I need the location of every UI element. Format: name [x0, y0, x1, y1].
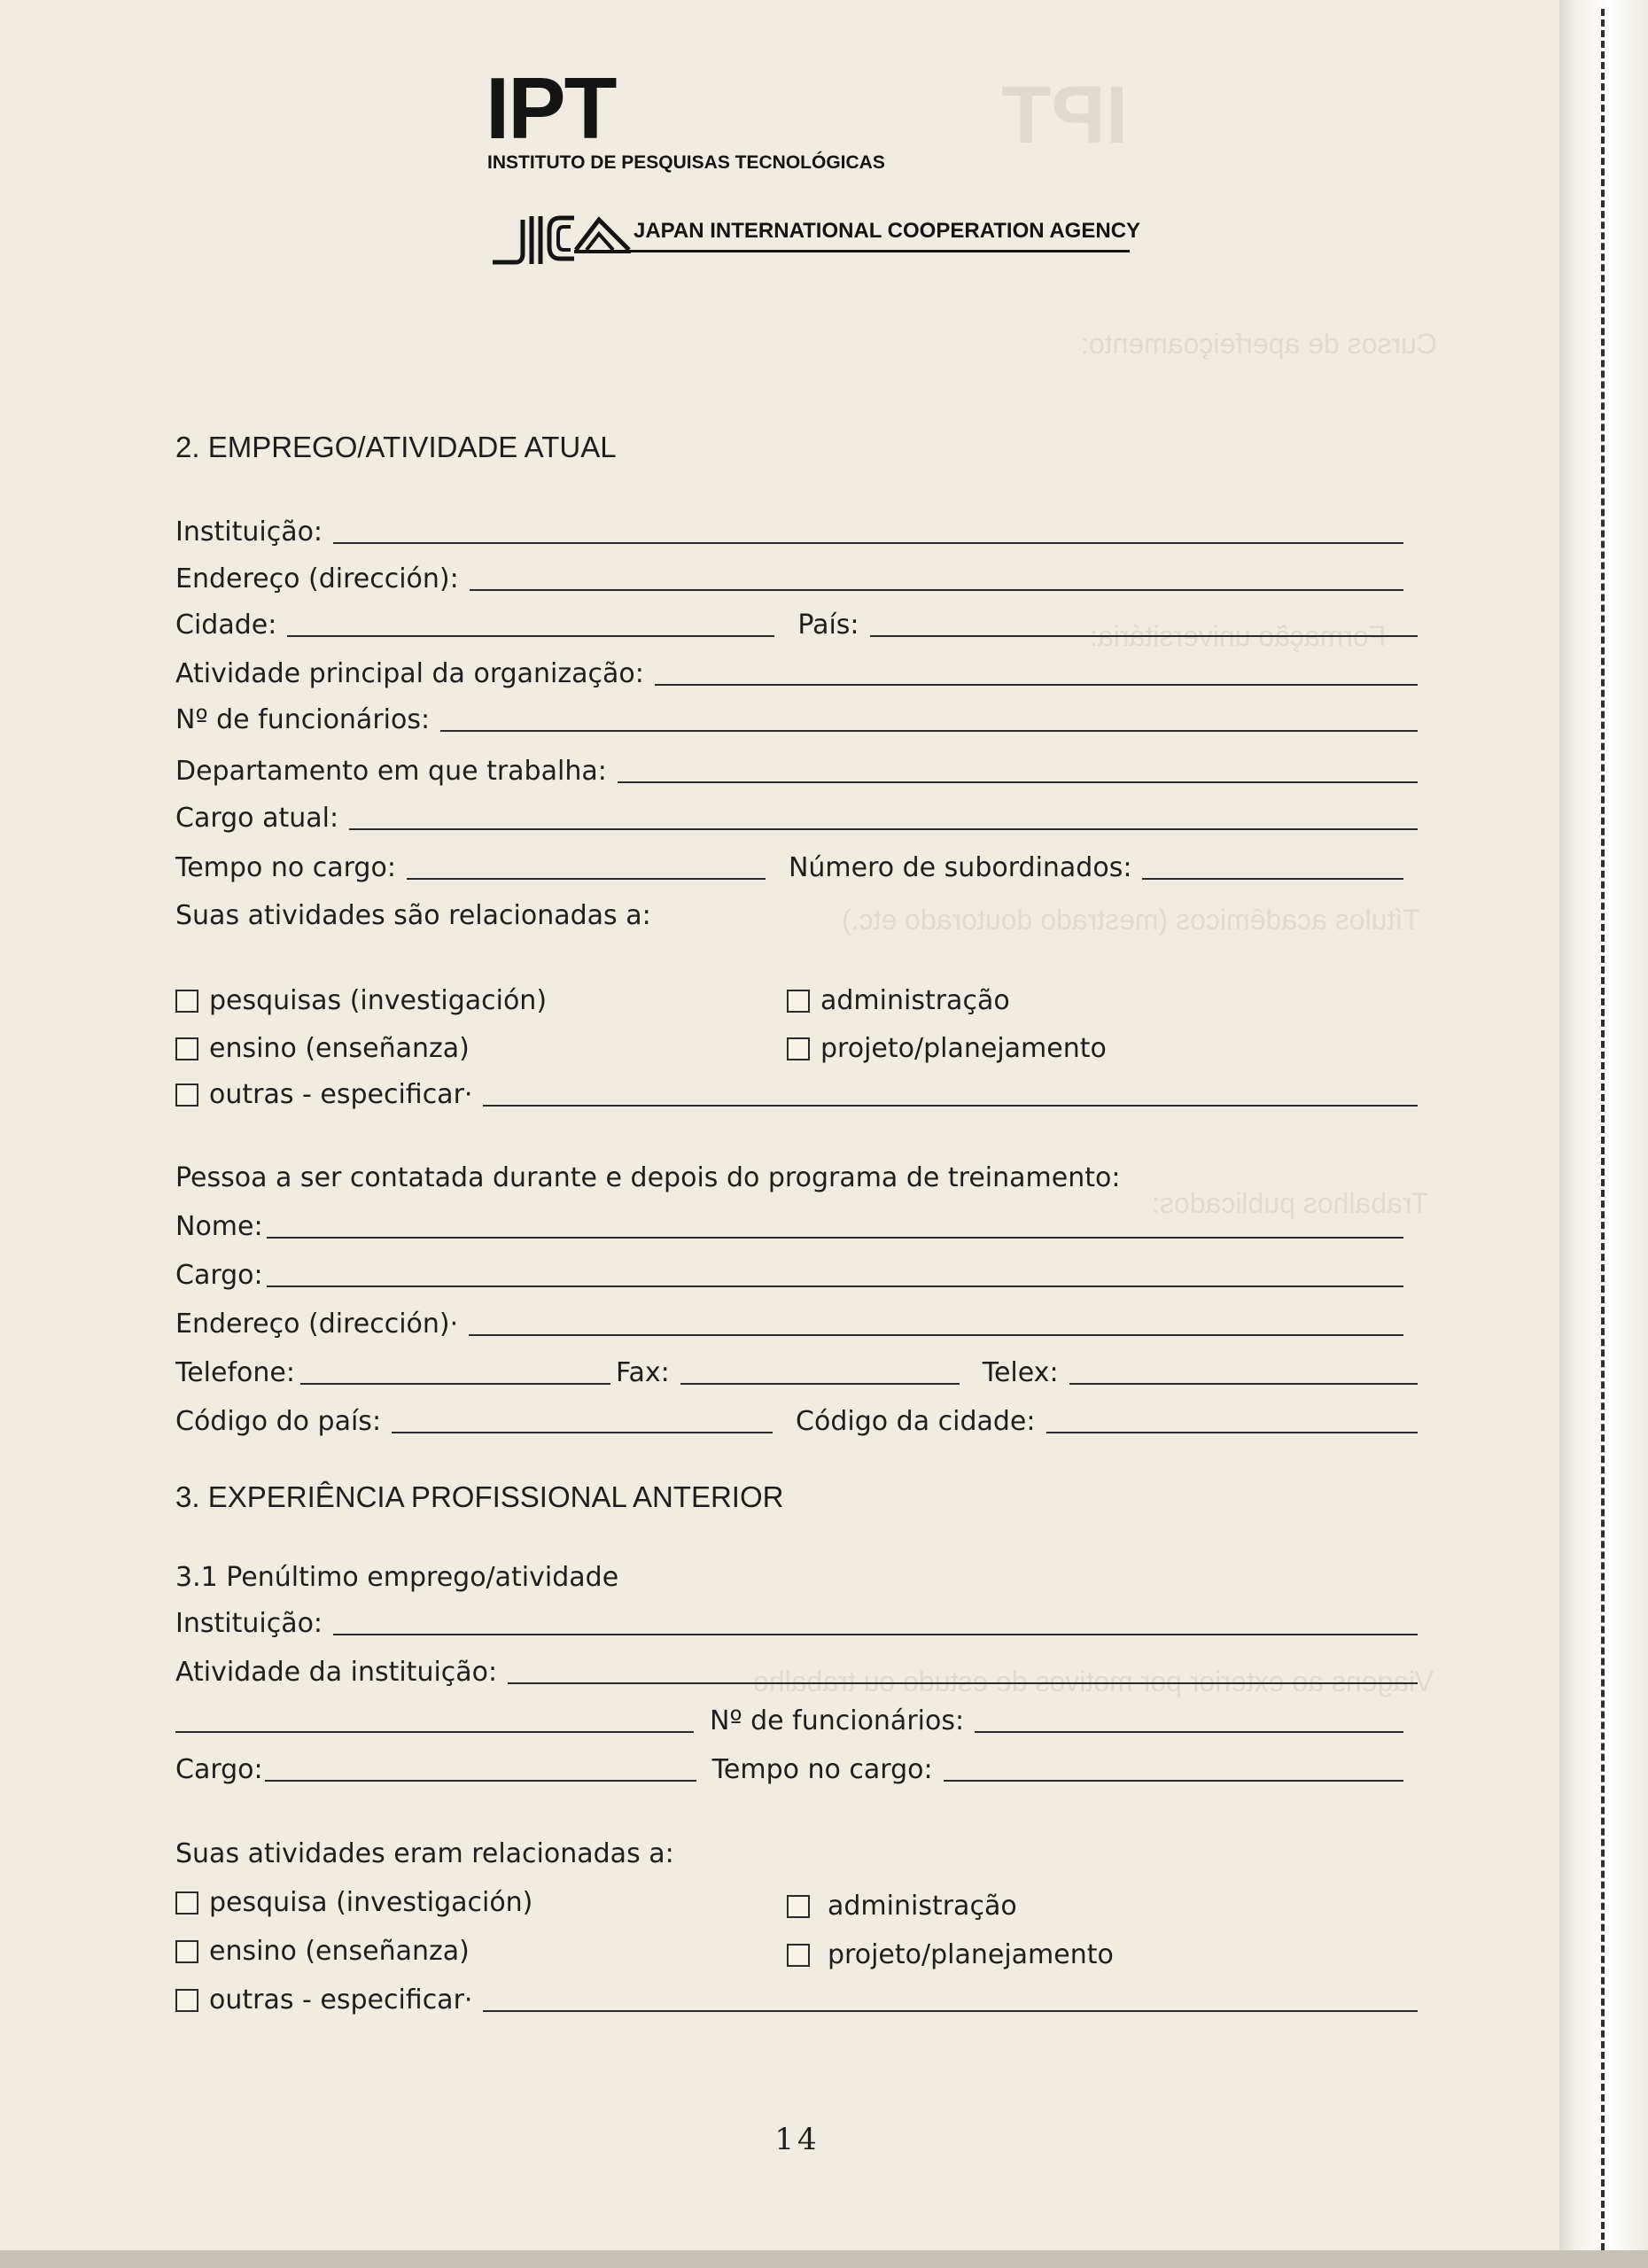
checkbox-projeto-label: projeto/planejamento — [820, 1033, 1107, 1064]
s3-instituicao-row — [175, 1608, 1418, 1639]
endereco-field[interactable] — [470, 587, 1403, 591]
contact-telefone-field[interactable] — [300, 1381, 610, 1385]
s3-checkbox-projeto-label: projeto/planejamento — [828, 1939, 1114, 1970]
cidade-pais-row — [175, 610, 1418, 641]
checkbox-ensino[interactable] — [175, 1033, 470, 1064]
s3-checkbox-administracao[interactable] — [787, 1891, 1017, 1922]
checkbox-ensino-label: ensino (enseñanza) — [209, 1033, 470, 1064]
tempo-cargo-label: Tempo no cargo: — [175, 852, 396, 883]
checkbox-box[interactable] — [787, 990, 810, 1013]
outras-row — [175, 1079, 1418, 1110]
institute-name: INSTITUTO DE PESQUISAS TECNOLÓGICAS — [487, 152, 885, 173]
instituicao-row — [175, 517, 1403, 548]
checkbox-outras[interactable] — [175, 1084, 198, 1107]
agency-name: JAPAN INTERNATIONAL COOPERATION AGENCY — [634, 219, 1141, 243]
contact-cargo-field[interactable] — [267, 1284, 1403, 1287]
cargo-atual-row — [175, 803, 1418, 834]
page-number: 14 — [774, 2122, 820, 2157]
s3-atividade-continuation-field[interactable] — [175, 1729, 694, 1733]
departamento-row — [175, 756, 1418, 787]
atividade-principal-label: Atividade principal da organização: — [175, 658, 644, 689]
s3-checkbox-outras-label: outras - especificar· — [209, 1984, 473, 2016]
contact-endereco-row — [175, 1309, 1403, 1340]
checkbox-box[interactable] — [175, 990, 198, 1013]
checkbox-box[interactable] — [787, 1895, 810, 1918]
checkbox-outras-label: outras - especificar· — [209, 1079, 473, 1110]
checkbox-box[interactable] — [175, 1037, 198, 1060]
s3-tempo-cargo-label: Tempo no cargo: — [711, 1754, 933, 1785]
s3-cargo-row — [175, 1754, 1403, 1785]
contact-telefone-row — [175, 1357, 1418, 1388]
departamento-field[interactable] — [618, 780, 1418, 783]
s3-instituicao-label: Instituição: — [175, 1608, 323, 1639]
section-3-title: 3. EXPERIÊNCIA PROFISSIONAL ANTERIOR — [175, 1480, 784, 1513]
instituicao-field[interactable] — [333, 540, 1403, 544]
s3-checkbox-ensino[interactable] — [175, 1936, 470, 1967]
contact-codigo-row — [175, 1406, 1418, 1437]
atividades-relacionadas-label: Suas atividades são relacionadas a: — [175, 900, 651, 931]
subordinados-field[interactable] — [1142, 876, 1403, 880]
contact-codigo-cidade-label: Código da cidade: — [796, 1406, 1036, 1437]
jica-logo-icon — [489, 206, 631, 269]
agency-underline — [620, 250, 1130, 252]
s3-checkbox-pesquisa[interactable] — [175, 1887, 532, 1918]
contact-fax-label: Fax: — [615, 1357, 670, 1388]
cargo-atual-field[interactable] — [349, 827, 1418, 830]
contact-nome-label: Nome: — [175, 1211, 263, 1242]
s3-checkbox-ensino-label: ensino (enseñanza) — [209, 1936, 470, 1967]
page-bottom-edge — [0, 2250, 1648, 2268]
checkbox-administracao-label: administração — [820, 985, 1010, 1016]
section-2-title: 2. EMPREGO/ATIVIDADE ATUAL — [175, 431, 617, 463]
s3-atividade-label: Atividade da instituição: — [175, 1657, 498, 1688]
checkbox-box[interactable] — [175, 1891, 198, 1915]
cidade-field[interactable] — [287, 633, 774, 637]
atividade-principal-field[interactable] — [655, 682, 1418, 686]
pais-label: País: — [797, 610, 859, 641]
contact-endereco-field[interactable] — [469, 1332, 1403, 1336]
section-3-1-subtitle: 3.1 Penúltimo emprego/atividade — [175, 1562, 619, 1593]
atividade-principal-row — [175, 658, 1418, 689]
s3-funcionarios-row — [175, 1705, 1403, 1736]
checkbox-projeto[interactable] — [787, 1033, 1107, 1064]
show-through-text: Cursos de aperfeiçoamento: — [1081, 328, 1437, 360]
funcionarios-label: Nº de funcionários: — [175, 704, 431, 735]
contact-telex-field[interactable] — [1069, 1381, 1418, 1385]
perforation-line — [1601, 9, 1605, 2250]
funcionarios-field[interactable] — [440, 728, 1418, 732]
departamento-label: Departamento em que trabalha: — [175, 756, 607, 787]
contact-cargo-row — [175, 1260, 1403, 1291]
subordinados-label: Número de subordinados: — [788, 852, 1132, 883]
contact-fax-field[interactable] — [680, 1381, 960, 1385]
s3-checkbox-outras[interactable] — [175, 1989, 198, 2012]
cidade-label: Cidade: — [175, 610, 277, 641]
checkbox-pesquisas[interactable] — [175, 985, 547, 1016]
s3-tempo-cargo-field[interactable] — [944, 1778, 1403, 1782]
contact-telefone-label: Telefone: — [175, 1357, 295, 1388]
s3-outras-row — [175, 1984, 1418, 2016]
s3-cargo-field[interactable] — [265, 1778, 696, 1782]
contact-codigo-pais-label: Código do país: — [175, 1406, 382, 1437]
checkbox-box[interactable] — [787, 1944, 810, 1967]
checkbox-box[interactable] — [787, 1037, 810, 1060]
checkbox-box[interactable] — [175, 1940, 198, 1963]
s3-outras-field[interactable] — [483, 2008, 1418, 2012]
tempo-cargo-field[interactable] — [407, 876, 766, 880]
contact-codigo-pais-field[interactable] — [392, 1430, 773, 1433]
pais-field[interactable] — [870, 633, 1418, 637]
show-through-text: Formação universitária: — [1090, 620, 1387, 652]
contact-endereco-label: Endereço (dirección)· — [175, 1309, 459, 1340]
tempo-subordinados-row — [175, 852, 1403, 883]
show-through-logo: IPT — [1001, 70, 1129, 160]
show-through-text: Trabalhos publicados: — [1152, 1187, 1428, 1219]
contact-nome-field[interactable] — [267, 1235, 1403, 1239]
endereco-label: Endereço (dirección): — [175, 563, 459, 594]
funcionarios-row — [175, 704, 1418, 735]
checkbox-administracao[interactable] — [787, 985, 1010, 1016]
endereco-row — [175, 563, 1403, 594]
instituicao-label: Instituição: — [175, 517, 323, 548]
s3-atividades-label: Suas atividades eram relacionadas a: — [175, 1838, 674, 1869]
show-through-text: Títulos acadêmicos (mestrado doutorado etc.) — [842, 904, 1420, 936]
s3-funcionarios-label: Nº de funcionários: — [710, 1705, 965, 1736]
contact-nome-row — [175, 1211, 1403, 1242]
s3-checkbox-administracao-label: administração — [828, 1891, 1017, 1922]
s3-atividade-row — [175, 1657, 1418, 1688]
contact-heading: Pessoa a ser contatada durante e depois do programa de treinamento: — [175, 1162, 1121, 1193]
s3-checkbox-projeto[interactable] — [787, 1939, 1114, 1970]
ipt-logo: IPT — [486, 59, 616, 157]
outras-field[interactable] — [483, 1103, 1418, 1107]
s3-cargo-label: Cargo: — [175, 1754, 263, 1785]
s3-checkbox-pesquisa-label: pesquisa (investigación) — [209, 1887, 533, 1918]
s3-funcionarios-field[interactable] — [975, 1729, 1403, 1733]
show-through-text: Viagens ao exterior por motivos de estudo ou trabalho — [753, 1666, 1434, 1697]
contact-telex-label: Telex: — [982, 1357, 1059, 1388]
s3-atividade-field[interactable] — [508, 1681, 1418, 1684]
s3-instituicao-field[interactable] — [333, 1632, 1418, 1635]
contact-cargo-label: Cargo: — [175, 1260, 263, 1291]
checkbox-pesquisas-label: pesquisas (investigación) — [209, 985, 548, 1016]
contact-codigo-cidade-field[interactable] — [1046, 1430, 1419, 1433]
cargo-atual-label: Cargo atual: — [175, 803, 339, 834]
